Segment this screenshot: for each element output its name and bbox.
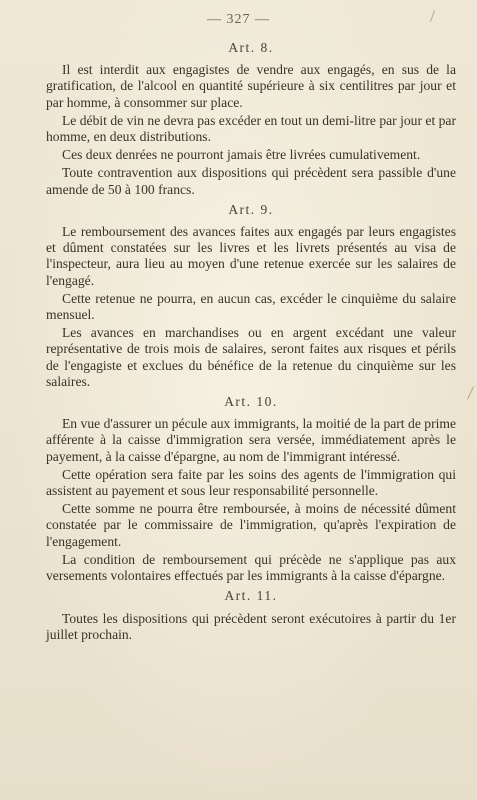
paragraph: Cette opération sera faite par les soins des agents de l'immigration qui assistent au payement et sous leur responsabilité personnelle. [46, 466, 456, 499]
page-number: — 327 — [207, 12, 270, 27]
paragraph: Il est interdit aux engagistes de vendre aux engagés, en sus de la gratification, de l'alcool en quantité supérieure à six centilitres par jour et par homme, à consommer sur place. [46, 62, 456, 110]
article-11 [46, 588, 456, 643]
paragraph: Le remboursement des avances faites aux engagés par leurs engagistes et dûment constatées sur les livres et les livrets présentés au visa de l'inspecteur, aura lieu au moyen d'une retenue exercée sur les salaires de l'engagé. [46, 224, 456, 288]
paragraph: Ces deux denrées ne pourront jamais être livrées cumulativement. [62, 147, 421, 163]
paragraph: Toute contravention aux dispositions qui précèdent sera passible d'une amende de 50 à 100 francs. [46, 165, 456, 197]
article-title: Art. 10. [224, 394, 278, 410]
article-title: Art. 8. [228, 40, 274, 55]
paragraph: Les avances en marchandises ou en argent excédant une valeur représentative de trois mois de salaires, seront faites aux risques et périls de l'engagiste et exclues du bénéfice de la retenue du cinquième sur les salaires. [46, 325, 456, 389]
paragraph: La condition de remboursement qui précède ne s'applique pas aux versements volontaires effectués par les immigrants à la caisse d'épargne. [46, 551, 456, 584]
article-9 [46, 202, 456, 390]
article-8 [46, 40, 456, 198]
article-10 [46, 394, 456, 584]
margin-mark [467, 386, 474, 399]
document-body [46, 36, 456, 645]
paragraph: Le débit de vin ne devra pas excéder en tout un demi-litre par jour et par homme, en deux distributions. [46, 112, 456, 145]
paragraph: Cette somme ne pourra être remboursée, à moins de nécessité dûment constatée par le commissaire de l'immigration, qu'après l'expiration de l'engagement. [46, 501, 456, 549]
paragraph: En vue d'assurer un pécule aux immigrants, la moitié de la part de prime afférente à la caisse d'immigration sera versée, immédiatement après le payement, à la caisse d'épargne, au nom de l'immigrant intéressé. [46, 416, 456, 464]
article-title: Art. 9. [228, 201, 274, 217]
paragraph: Toutes les dispositions qui précèdent seront exécutoires à partir du 1er juillet prochain. [46, 610, 456, 642]
paragraph: Cette retenue ne pourra, en aucun cas, excéder le cinquième du salaire mensuel. [46, 290, 456, 323]
article-title: Art. 11. [224, 588, 278, 604]
